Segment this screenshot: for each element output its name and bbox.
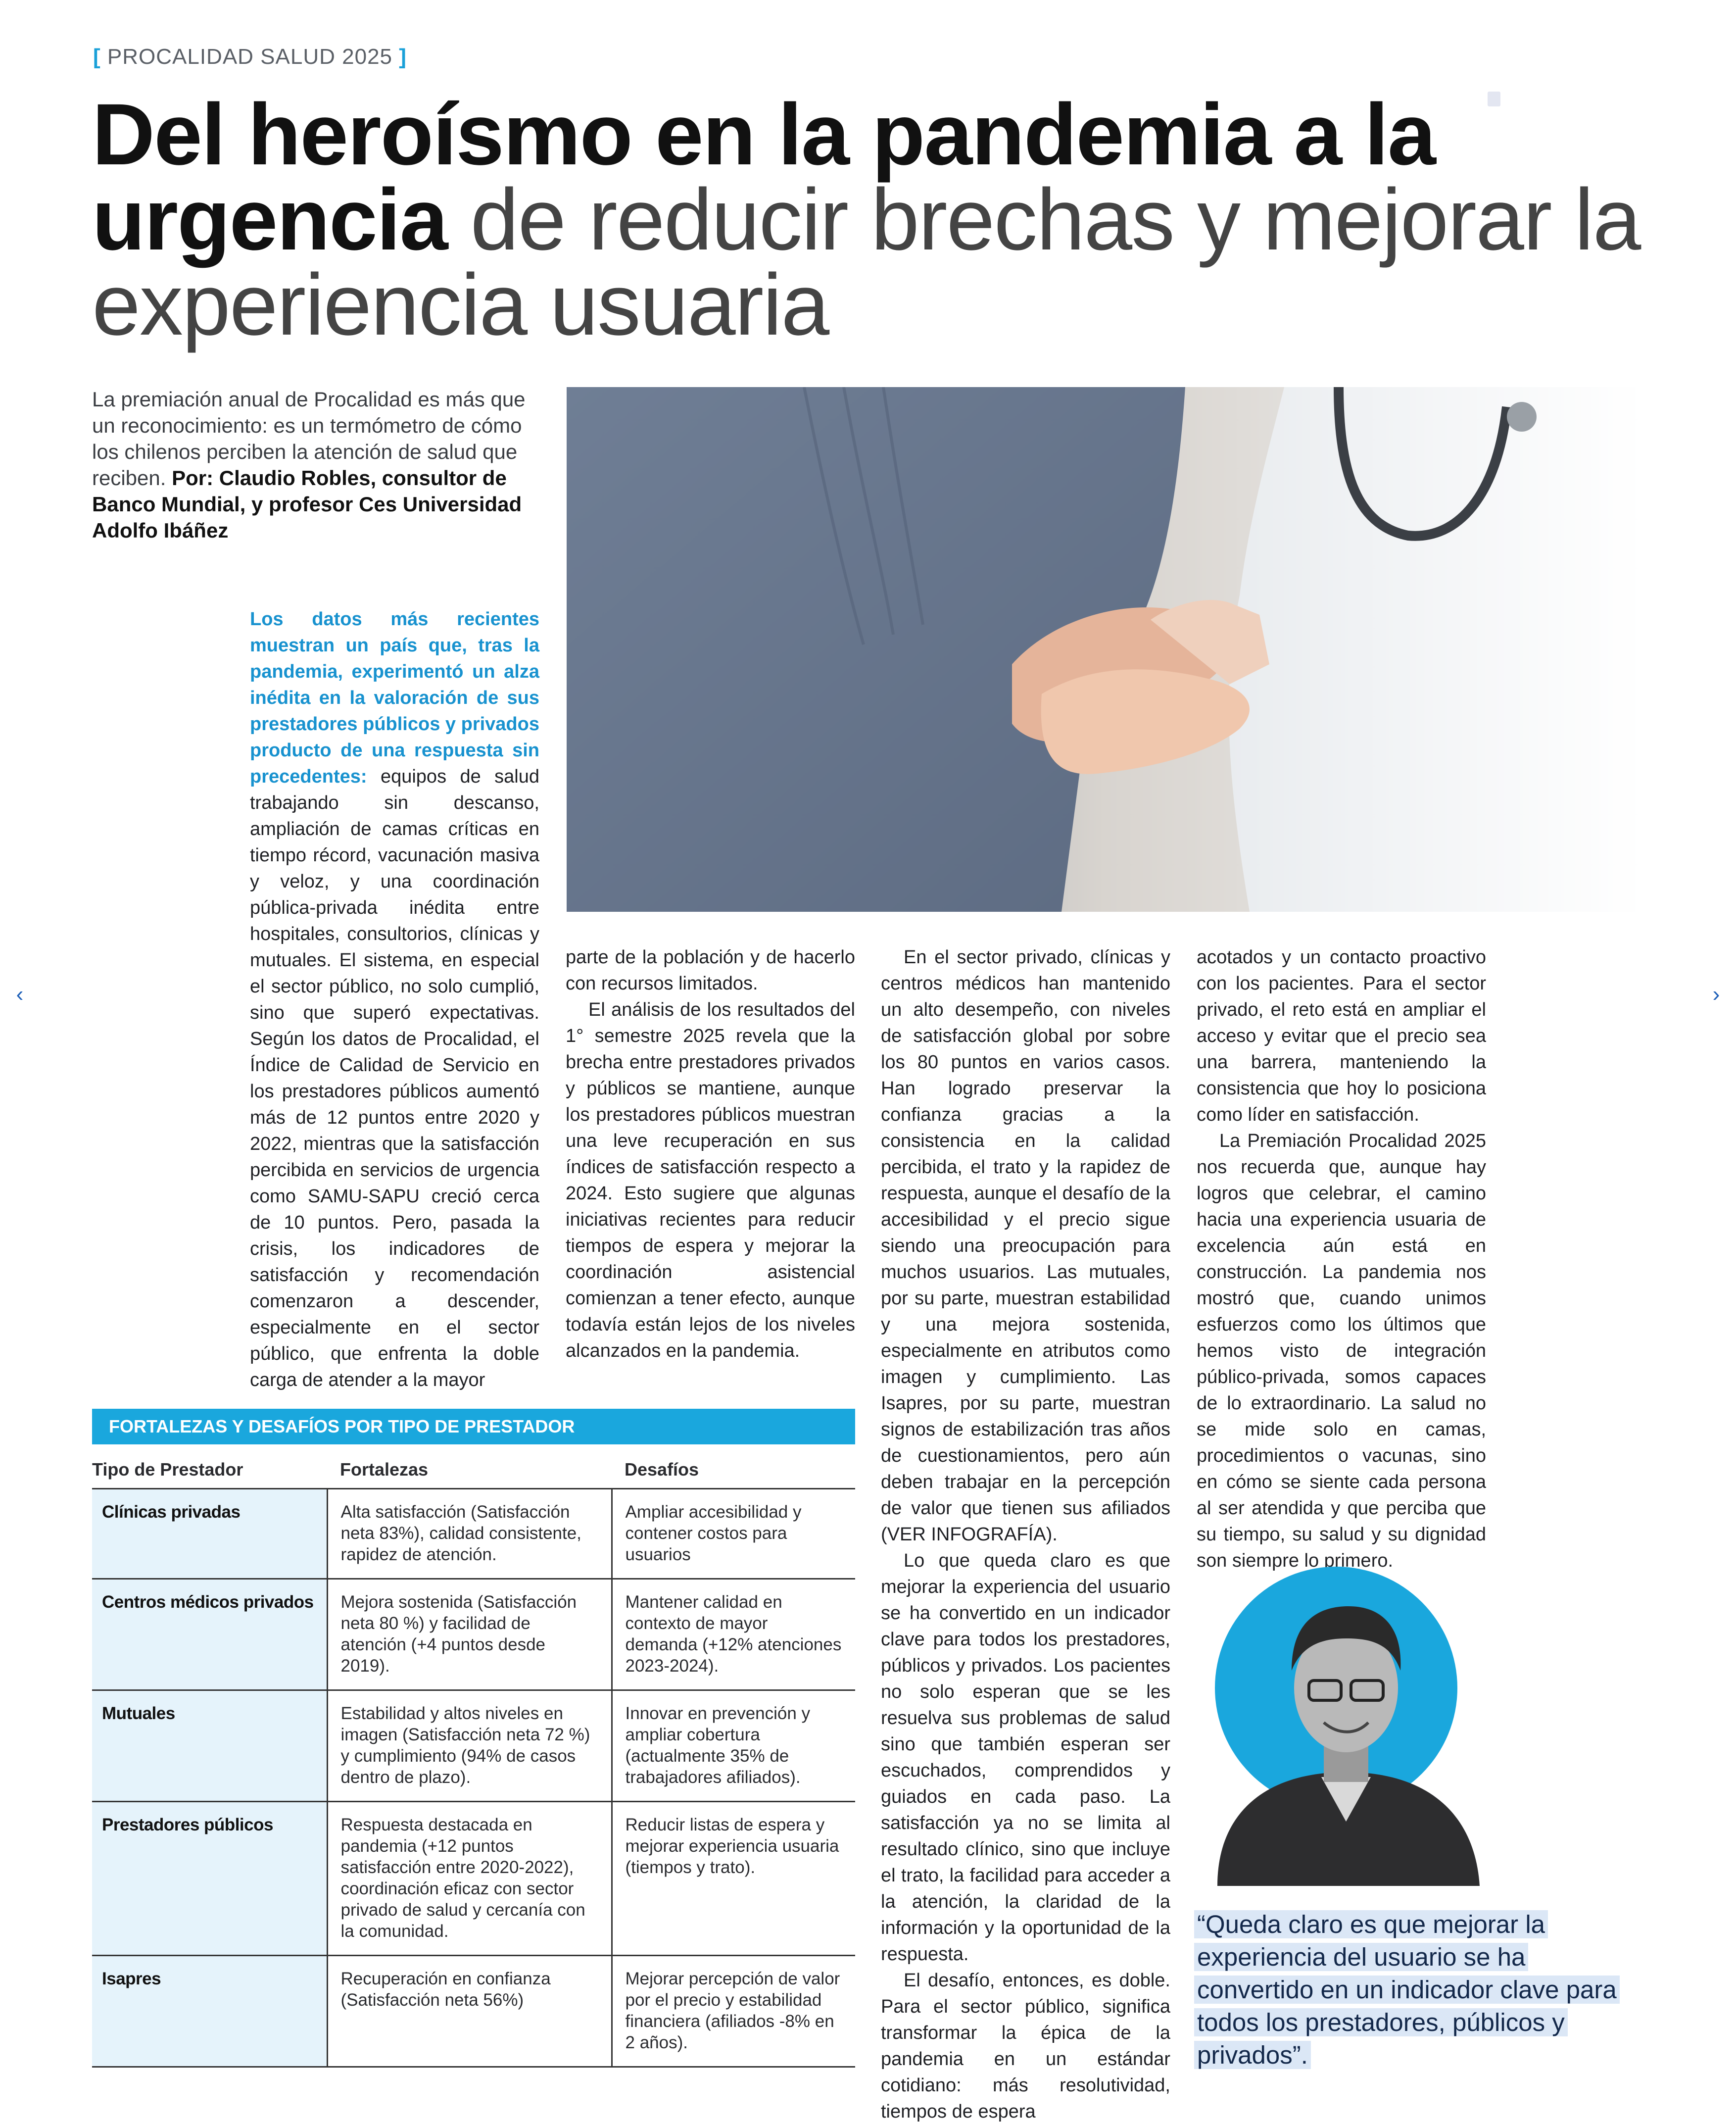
chevron-right-icon: › <box>1712 982 1720 1006</box>
provider-type-cell: Mutuales <box>92 1690 327 1802</box>
pull-quote-text: “Queda claro es que mejorar la experiencia del usuario se ha convertido en un indicador clave para todos los prestadores, públicos y privados”. <box>1194 1910 1620 2069</box>
paragraph: En el sector privado, clínicas y centros médicos han mantenido un alto desempeño, con niveles de satisfacción global por sobre los 80 puntos en varios casos. Han logrado preservar la confianza gracias a la consistencia en la calidad percibida, el trato y la rapidez de respuesta, aunque el desafío de la accesibilidad y el precio sigue siendo una preocupación para muchos usuarios. Las mutuales, por su parte, muestran estabilidad y una mejora sostenida, especialmente en atributos como imagen y cumplimiento. Las Isapres, por su parte, muestran signos de estabilización tras años de cuestionamientos, pero aún deben trabajar en la percepción de valor que tienen sus afiliados (VER INFOGRAFÍA). <box>881 947 1170 1545</box>
kicker-bracket-open: [ <box>93 45 101 69</box>
strengths-cell: Mejora sostenida (Satisfacción neta 80 %) y facilidad de atención (+4 puntos desde 2019). <box>327 1579 612 1690</box>
table-row <box>92 1579 855 1690</box>
table-header-row <box>92 1453 855 1489</box>
challenges-cell: Mantener calidad en contexto de mayor demanda (+12% atenciones 2023-2024). <box>612 1579 855 1690</box>
main-photo <box>567 387 1644 912</box>
challenges-cell: Ampliar accesibilidad y contener costos para usuarios <box>612 1489 855 1579</box>
body-column-1 <box>250 606 539 1393</box>
column-header: Fortalezas <box>327 1453 612 1489</box>
headline <box>92 86 1651 353</box>
table-title: FORTALEZAS Y DESAFÍOS POR TIPO DE PRESTADOR <box>92 1409 855 1444</box>
providers-table <box>92 1453 855 2068</box>
table-row <box>92 1489 855 1579</box>
paragraph: El desafío, entonces, es doble. Para el sector público, significa transformar la épica de la pandemia en un estándar cotidiano: más resolutividad, tiempos de espera <box>881 1970 1170 2122</box>
intro-highlight: Los datos más recientes muestran un país que, tras la pandemia, experimentó un alza inédita en la valoración de sus prestadores públicos y privados producto de una respuesta sin precedentes: <box>250 609 539 787</box>
section-kicker <box>93 45 407 69</box>
strengths-cell: Estabilidad y altos niveles en imagen (Satisfacción neta 72 %) y cumplimiento (94% de casos dentro de plazo). <box>327 1690 612 1802</box>
challenges-cell: Mejorar percepción de valor por el precio y estabilidad financiera (afiliados -8% en 2 años). <box>612 1956 855 2067</box>
chevron-left-icon: ‹ <box>16 982 24 1006</box>
body-column-2 <box>566 944 855 1364</box>
prev-page-button[interactable] <box>5 980 35 1010</box>
challenges-cell: Reducir listas de espera y mejorar experiencia usuaria (tiempos y trato). <box>612 1802 855 1956</box>
provider-type-cell: Clínicas privadas <box>92 1489 327 1579</box>
body-column-4 <box>1197 944 1486 1574</box>
provider-type-cell: Centros médicos privados <box>92 1579 327 1690</box>
column-header: Desafíos <box>612 1453 855 1489</box>
doctor-holding-patient-hands-photo-icon <box>567 387 1644 912</box>
column-header: Tipo de Prestador <box>92 1453 327 1489</box>
paragraph: La Premiación Procalidad 2025 nos recuerda que, aunque hay logros que celebrar, el camino hacia una experiencia usuaria de excelencia aún está en construcción. La pandemia nos mostró que, cuando unimos esfuerzos como los últimos que hemos visto de integración público-privada, somos capaces de lo extraordinario. La salud no se mide solo en camas, procedimientos o vacunas, sino en cómo se siente cada persona al ser atendida y que perciba que su tiempo, su salud y su dignidad son siempre lo primero. <box>1197 1131 1486 1571</box>
body-column-3 <box>881 944 1170 2125</box>
challenges-cell: Innovar en prevención y ampliar cobertura (actualmente 35% de trabajadores afiliados). <box>612 1690 855 1802</box>
headline-light: de reducir brechas y mejorar la experiencia usuaria <box>92 171 1640 353</box>
pull-quote <box>1194 1908 1630 2072</box>
table-row <box>92 1690 855 1802</box>
paragraph: El análisis de los resultados del 1° semestre 2025 revela que la brecha entre prestadores privados y públicos se mantiene, aunque los prestadores públicos muestran una leve recuperación en sus índices de satisfacción respecto a 2024. Esto sugiere que algunas iniciativas recientes para reducir tiempos de espera y mejorar la coordinación asistencial comienzan a tener efecto, aunque todavía están lejos de los niveles alcanzados en la pandemia. <box>566 999 855 1361</box>
kicker-bracket-close: ] <box>399 45 407 69</box>
kicker-text: PROCALIDAD SALUD 2025 <box>107 45 393 69</box>
paragraph: Lo que queda claro es que mejorar la experiencia del usuario se ha convertido en un indicador clave para todos los prestadores, públicos y privados. Los pacientes no solo esperan que se les resuelva sus problemas de salud sino que también esperan ser escuchados, comprendidos y guiados en cada paso. La satisfacción ya no se limita al resultado clínico, sino que incluye el trato, la facilidad para acceder a la atención, la claridad de la información y la oportunidad de la respuesta. <box>881 1550 1170 1965</box>
next-page-button[interactable] <box>1701 980 1731 1010</box>
author-portrait <box>1198 1564 1495 1886</box>
provider-type-cell: Isapres <box>92 1956 327 2067</box>
strengths-cell: Alta satisfacción (Satisfacción neta 83%), calidad consistente, rapidez de atención. <box>327 1489 612 1579</box>
strengths-cell: Recuperación en confianza (Satisfacción neta 56%) <box>327 1956 612 2067</box>
headline-bold: Del heroísmo en la pandemia a la urgencia <box>92 86 1435 268</box>
table-row <box>92 1956 855 2067</box>
provider-type-cell: Prestadores públicos <box>92 1802 327 1956</box>
byline: Por: Claudio Robles, consultor de Banco Mundial, y profesor Ces Universidad Adolfo Ibáñez <box>92 466 522 542</box>
paragraph: acotados y un contacto proactivo con los pacientes. Para el sector privado, el reto está en ampliar el acceso y evitar que el precio sea una barrera, manteniendo la consistencia que hoy lo posiciona como líder en satisfacción. <box>1197 947 1486 1125</box>
lead-paragraph <box>92 386 537 544</box>
strengths-cell: Respuesta destacada en pandemia (+12 puntos satisfacción entre 2020-2022), coordinación eficaz con sector privado de salud y cercanía con la comunidad. <box>327 1802 612 1956</box>
paragraph: parte de la población y de hacerlo con recursos limitados. <box>566 947 855 994</box>
author-portrait-photo-icon <box>1198 1564 1495 1886</box>
table-row <box>92 1802 855 1956</box>
intro-text: equipos de salud trabajando sin descanso, ampliación de camas críticas en tiempo récord, vacunación masiva y veloz, y una coordinación pública-privada inédita entre hospitales, consultorios, clínicas y mutuales. El sistema, en especial el sector público, no solo cumplió, sino que superó expectativas. Según los datos de Procalidad, el Índice de Calidad de Servicio en los prestadores públicos aumentó más de 12 puntos entre 2020 y 2022, mientras que la satisfacción percibida en servicios de urgencia como SAMU-SAPU creció cerca de 10 puntos. Pero, pasada la crisis, los indicadores de satisfacción y recomendación comenzaron a descender, especialmente en el sector público, que enfrenta la doble carga de atender a la mayor <box>250 766 539 1390</box>
lead-text: La premiación anual de Procalidad es más que un reconocimiento: es un termómetro de cómo los chilenos perciben la atención de salud que reciben. <box>92 388 526 490</box>
